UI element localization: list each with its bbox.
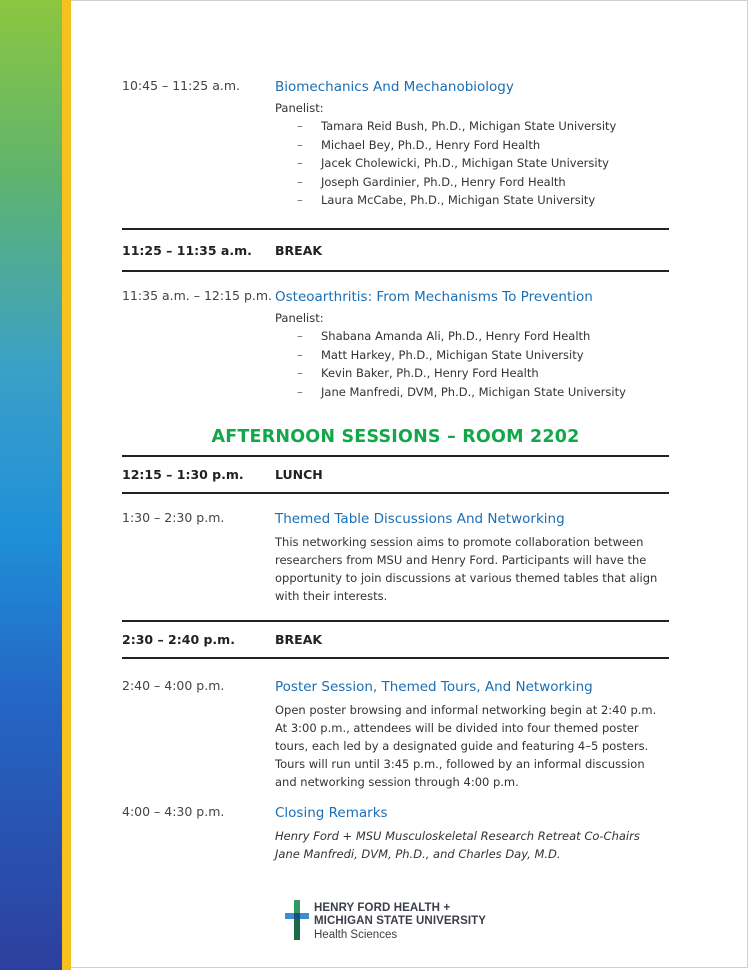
panelist-label: Panelist: <box>275 101 324 115</box>
logo-line-1: HENRY FORD HEALTH + <box>314 902 451 914</box>
session-title: Poster Session, Themed Tours, And Networking <box>275 679 593 695</box>
divider <box>122 492 669 494</box>
session-time: 11:35 a.m. – 12:15 p.m. <box>122 288 273 303</box>
session-time: 2:30 – 2:40 p.m. <box>122 632 235 647</box>
session-title: LUNCH <box>275 467 323 482</box>
co-chairs-names: Jane Manfredi, DVM, Ph.D., and Charles Day, M.D. <box>275 847 561 861</box>
logo-line-3: Health Sciences <box>314 929 398 941</box>
session-title: Closing Remarks <box>275 805 388 821</box>
divider <box>122 455 669 457</box>
session-description: Open poster browsing and informal networking begin at 2:40 p.m. At 3:00 p.m., attendees will be divided into four themed poster tours, each led by a designated guide and featuring 4–5 posters. Tours will run until 3:45 p.m., followed by an informal discussion and networking session through 4:00 p.m. <box>275 703 657 789</box>
panelist-item: – Kevin Baker, Ph.D., Henry Ford Health <box>297 366 539 381</box>
divider <box>122 620 669 622</box>
cross-logo-icon <box>285 900 309 940</box>
session-time: 12:15 – 1:30 p.m. <box>122 467 244 482</box>
panelist-list <box>275 327 669 401</box>
panelist-item: – Joseph Gardinier, Ph.D., Henry Ford Health <box>297 174 566 189</box>
henry-ford-msu-logo <box>285 900 515 945</box>
panelist-item: – Matt Harkey, Ph.D., Michigan State University <box>297 347 584 362</box>
divider <box>122 228 669 230</box>
panelist-item: – Jane Manfredi, DVM, Ph.D., Michigan State University <box>297 384 626 399</box>
panelist-item: – Tamara Reid Bush, Ph.D., Michigan State University <box>297 119 617 133</box>
session-title: BREAK <box>275 632 323 647</box>
logo-line-2: MICHIGAN STATE UNIVERSITY <box>314 915 487 927</box>
session-time: 10:45 – 11:25 a.m. <box>122 78 240 93</box>
side-yellow-stripe <box>62 0 71 970</box>
side-gradient-bar <box>0 0 62 970</box>
panelist-item: – Michael Bey, Ph.D., Henry Ford Health <box>297 137 541 152</box>
session-title: Osteoarthritis: From Mechanisms To Prevention <box>275 289 593 305</box>
panelist-item: – Shabana Amanda Ali, Ph.D., Henry Ford Health <box>297 329 591 343</box>
panelist-item: – Jacek Cholewicki, Ph.D., Michigan State University <box>297 156 609 171</box>
afternoon-heading: AFTERNOON SESSIONS – ROOM 2202 <box>211 427 580 447</box>
panelist-label: Panelist: <box>275 311 324 325</box>
divider <box>122 657 669 659</box>
session-time: 4:00 – 4:30 p.m. <box>122 804 225 819</box>
panelist-list <box>275 117 669 210</box>
session-title: Biomechanics And Mechanobiology <box>275 79 514 95</box>
session-description: This networking session aims to promote collaboration between researchers from MSU and Henry Ford. Participants will have the opportunity to join discussions at various themed tables that align with their interests. <box>275 535 658 603</box>
divider <box>122 270 669 272</box>
co-chairs-line: Henry Ford + MSU Musculoskeletal Research Retreat Co-Chairs <box>275 829 640 843</box>
session-title: Themed Table Discussions And Networking <box>275 511 565 527</box>
session-title: BREAK <box>275 243 323 258</box>
session-time: 11:25 – 11:35 a.m. <box>122 243 252 258</box>
session-time: 1:30 – 2:30 p.m. <box>122 510 225 525</box>
panelist-item: – Laura McCabe, Ph.D., Michigan State University <box>297 193 596 208</box>
session-time: 2:40 – 4:00 p.m. <box>122 678 225 693</box>
